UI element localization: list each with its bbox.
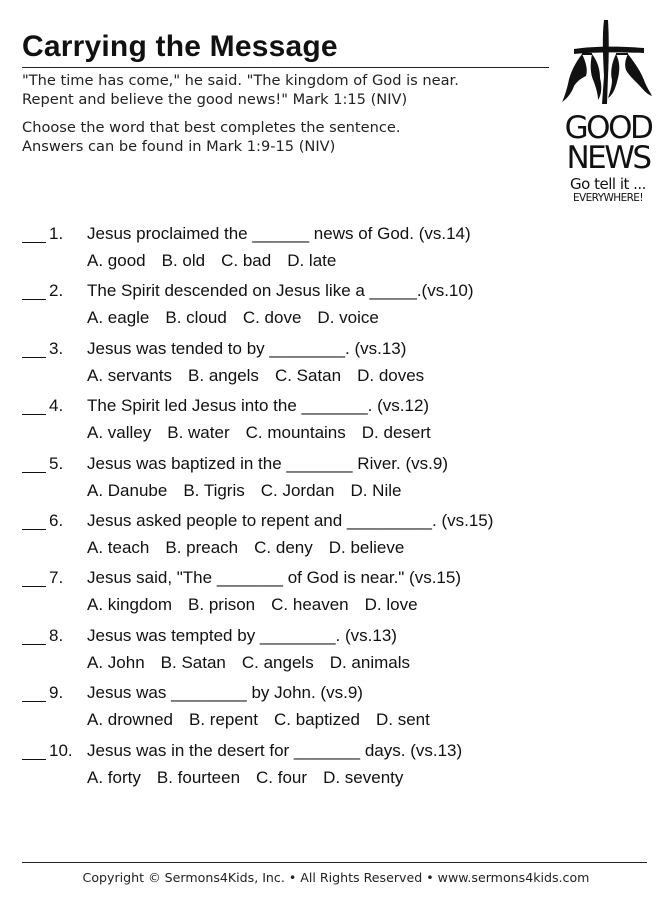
answer-option: C. baptized [274, 710, 360, 730]
answer-option: C. heaven [271, 595, 349, 615]
answer-blank[interactable] [22, 357, 46, 358]
question-item [22, 394, 622, 451]
question-number: 2. [49, 281, 64, 301]
question-item [22, 681, 622, 738]
cross-with-fish-icon [552, 16, 664, 112]
answer-blank[interactable] [22, 299, 46, 300]
answer-option: B. Tigris [183, 480, 245, 500]
scripture-line: Repent and believe the good news!" Mark 1:15 (NIV) [22, 91, 408, 108]
answer-option: C. angels [241, 652, 314, 672]
answer-option: C. Satan [274, 365, 342, 385]
page-title: Carrying the Message [22, 30, 338, 63]
question-text: Jesus said, "The _______ of God is near." (vs.15) [87, 568, 461, 588]
answer-option: D. desert [361, 423, 431, 443]
good-news-logo [552, 16, 664, 206]
answer-option: C. bad [221, 251, 272, 270]
answer-options [87, 423, 431, 443]
question-item [22, 452, 622, 509]
logo-good: GOOD [564, 110, 652, 146]
instructions [22, 118, 562, 156]
answer-options [87, 251, 336, 271]
answer-options [87, 653, 410, 673]
question-item [22, 566, 622, 623]
question-text: The Spirit descended on Jesus like a _____.(vs.10) [87, 281, 474, 301]
question-text: Jesus asked people to repent and _________. (vs.15) [87, 510, 494, 530]
answer-option: B. preach [165, 537, 239, 557]
question-item [22, 509, 622, 566]
answer-options [87, 595, 418, 615]
answer-option: A. valley [87, 423, 152, 443]
answer-blank[interactable] [22, 414, 46, 415]
question-text: Jesus was baptized in the _______ River. (vs.9) [87, 453, 448, 473]
question-text: The Spirit led Jesus into the _______. (vs.12) [87, 396, 430, 416]
question-number: 5. [49, 453, 64, 473]
answer-option: B. cloud [165, 308, 227, 328]
answer-option: D. love [364, 595, 418, 615]
answer-blank[interactable] [22, 759, 46, 760]
instructions-line: Answers can be found in Mark 1:9-15 (NIV) [22, 138, 336, 155]
question-text: Jesus was tempted by ________. (vs.13) [87, 625, 397, 645]
answer-blank[interactable] [22, 701, 46, 702]
scripture-line: "The time has come," he said. "The kingdom of God is near. [22, 72, 459, 89]
answer-option: B. old [161, 251, 206, 270]
question-item [22, 624, 622, 681]
title-divider [22, 67, 549, 68]
question-number: 6. [49, 510, 64, 530]
answer-options [87, 710, 430, 730]
question-number: 3. [49, 338, 64, 358]
answer-options [87, 366, 424, 386]
answer-option: D. seventy [323, 767, 404, 787]
logo-tagline: Go tell it ... [570, 175, 646, 193]
answer-option: A. Danube [87, 480, 168, 500]
answer-option: A. John [87, 652, 145, 672]
question-item [22, 279, 622, 336]
question-item [22, 739, 622, 796]
answer-blank[interactable] [22, 644, 46, 645]
answer-option: C. dove [242, 308, 302, 328]
answer-option: C. mountains [245, 423, 346, 443]
question-text: Jesus was ________ by John. (vs.9) [87, 683, 363, 703]
answer-option: D. believe [328, 537, 405, 557]
scripture-quote [22, 71, 562, 109]
answer-option: D. voice [317, 308, 379, 328]
answer-option: C. deny [254, 537, 313, 557]
answer-option: A. drowned [87, 710, 173, 730]
question-number: 7. [49, 568, 64, 588]
answer-options [87, 481, 401, 501]
question-list [22, 222, 622, 796]
question-number: 10. [49, 740, 73, 760]
answer-blank[interactable] [22, 529, 46, 530]
answer-blank[interactable] [22, 242, 46, 243]
answer-option: A. teach [87, 537, 150, 557]
answer-option: B. Satan [160, 652, 226, 672]
question-item [22, 222, 622, 279]
question-text: Jesus proclaimed the ______ news of God. (vs.14) [87, 224, 471, 243]
footer-divider [22, 862, 647, 863]
answer-options [87, 308, 379, 328]
answer-option: B. repent [189, 710, 258, 730]
answer-option: D. doves [357, 365, 425, 385]
question-item [22, 337, 622, 394]
answer-option: C. four [256, 767, 308, 787]
question-text: Jesus was in the desert for _______ days. (vs.13) [87, 740, 463, 760]
answer-option: B. water [167, 423, 230, 443]
answer-options [87, 768, 403, 788]
answer-option: A. eagle [87, 308, 150, 328]
answer-option: D. sent [376, 710, 430, 730]
copyright-footer: Copyright © Sermons4Kids, Inc. • All Rights Reserved • www.sermons4kids.com [82, 870, 590, 885]
answer-option: B. fourteen [156, 767, 241, 787]
answer-option: D. animals [329, 652, 411, 672]
question-text: Jesus was tended to by ________. (vs.13) [87, 338, 407, 358]
question-number: 9. [49, 683, 64, 703]
answer-option: A. servants [87, 365, 173, 385]
answer-option: D. Nile [350, 480, 402, 500]
instructions-line: Choose the word that best completes the sentence. [22, 119, 401, 136]
logo-news: NEWS [566, 140, 650, 176]
question-number: 4. [49, 396, 64, 416]
answer-option: C. Jordan [260, 480, 335, 500]
logo-everywhere: EVERYWHERE! [573, 192, 643, 204]
answer-option: A. good [87, 251, 146, 270]
answer-blank[interactable] [22, 586, 46, 587]
question-number: 8. [49, 625, 64, 645]
answer-option: A. forty [87, 767, 141, 787]
question-number: 1. [49, 224, 64, 243]
answer-blank[interactable] [22, 472, 46, 473]
answer-option: A. kingdom [87, 595, 173, 615]
answer-options [87, 538, 404, 558]
answer-option: D. late [287, 251, 337, 270]
answer-option: B. angels [188, 365, 259, 385]
answer-option: B. prison [188, 595, 256, 615]
